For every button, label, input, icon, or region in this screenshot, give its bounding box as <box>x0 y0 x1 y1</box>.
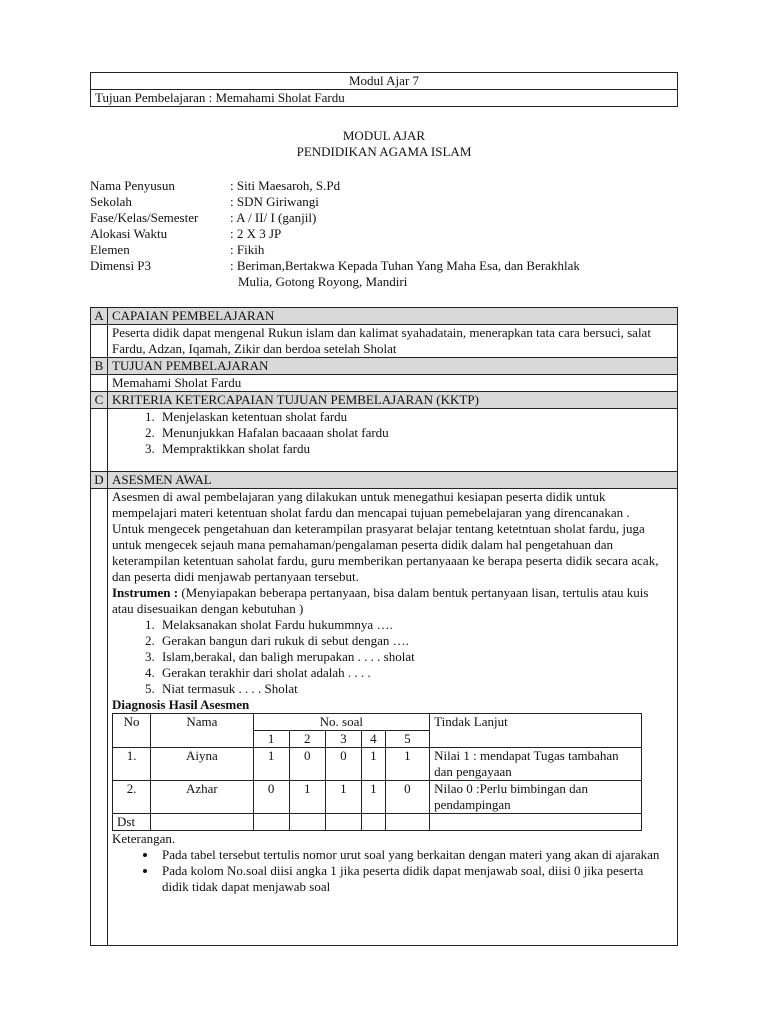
kktp-cell <box>108 409 678 472</box>
section-text: Peserta didik dapat mengenal Rukun islam dan kalimat syahadatain, menerapkan tata cara bersuci, salat Fardu, Adzan, Iqamah, Zikir dan berdoa setelah Sholat <box>108 325 678 358</box>
module-content-table <box>90 307 678 946</box>
table-row <box>113 781 642 814</box>
section-text: Memahami Sholat Fardu <box>108 375 678 392</box>
instrument-text: (Menyiapakan beberapa pertanyaan, bisa dalam bentuk pertanyaan lisan, tertulis atau kuis atau disesuaikan dengan kebutuhan ) <box>112 585 649 616</box>
table-row <box>113 814 642 831</box>
list-item: 1. Melaksanakan sholat Fardu hukummnya …. <box>158 617 673 633</box>
cell-no: 2. <box>113 781 151 814</box>
section-b-header <box>91 358 678 375</box>
section-c-body <box>91 409 678 472</box>
assessment-paragraph: Asesmen di awal pembelajaran yang dilakukan untuk menegathui kesiapan peserta didik untuk mempelajari materi ketentuan sholat fardu dan mencapai tujuan pemebelajaran yang direncanakan . <box>112 489 630 520</box>
cell-score: 0 <box>385 781 429 814</box>
section-title: TUJUAN PEMBELAJARAN <box>108 358 678 375</box>
list-item: 1. Menjelaskan ketentuan sholat fardu <box>158 409 673 425</box>
cell-tindak: Nilao 0 :Perlu bimbingan dan pendampingan <box>430 781 642 814</box>
info-label: Dimensi P3 <box>90 258 152 273</box>
cell-no: 1. <box>113 748 151 781</box>
cell-score: 1 <box>253 748 289 781</box>
learning-objective-header: Tujuan Pembelajaran : Memahami Sholat Fardu <box>91 90 678 107</box>
assessment-paragraph: Untuk mengecek pengetahuan dan keterampilan prasyarat belajar tentang ketetntuan sholat fardu, juga untuk mengecek sejauh mana pemahaman/pengalaman peserta didik dalam hal pengetahuan dan keterampilan ketentuan saholat fardu, guru memberikan pertanyaaan ke berapa peserta didik secara acak, dan peserta didi menjawab pertanyaan tersebut. <box>112 521 659 584</box>
section-letter: D <box>91 472 108 489</box>
list-item: 2. Gerakan bangun dari rukuk di sebut dengan …. <box>158 633 673 649</box>
info-label: Alokasi Waktu <box>90 226 168 241</box>
module-number: Modul Ajar 7 <box>91 73 678 90</box>
soal-number: 3 <box>325 731 361 748</box>
table-header-row <box>113 714 642 731</box>
question-list <box>112 617 673 697</box>
cell-score: 0 <box>253 781 289 814</box>
info-value-line2: Mulia, Gotong Royong, Mandiri <box>238 274 408 289</box>
info-value <box>230 258 670 290</box>
title-line-1: MODUL AJAR <box>342 128 426 143</box>
cell-score: 1 <box>325 781 361 814</box>
info-row <box>90 226 670 242</box>
cell-score: 1 <box>361 748 385 781</box>
list-item: • Pada tabel tersebut tertulis nomor urut soal yang berkaitan dengan materi yang akan di ajarakan <box>158 847 673 863</box>
diagnosis-table <box>112 713 642 831</box>
document-title <box>90 128 678 160</box>
soal-number: 2 <box>289 731 325 748</box>
info-label: Nama Penyusun <box>90 178 175 193</box>
list-item: 4. Gerakan terakhir dari sholat adalah . . . . <box>158 665 673 681</box>
info-row <box>90 210 670 226</box>
info-row <box>90 194 670 210</box>
list-item: 3. Mempraktikkan sholat fardu <box>158 441 673 457</box>
info-label: Fase/Kelas/Semester <box>90 210 199 225</box>
title-line-2: PENDIDIKAN AGAMA ISLAM <box>296 144 472 159</box>
info-row <box>90 178 670 194</box>
soal-number: 1 <box>253 731 289 748</box>
section-title: KRITERIA KETERCAPAIAN TUJUAN PEMBELAJARAN (KKTP) <box>108 392 678 409</box>
info-value: : Siti Maesaroh, S.Pd <box>230 178 341 193</box>
section-letter: A <box>91 308 108 325</box>
info-value: : 2 X 3 JP <box>230 226 282 241</box>
list-item: 5. Niat termasuk . . . . Sholat <box>158 681 673 697</box>
cell-score: 1 <box>385 748 429 781</box>
section-letter: B <box>91 358 108 375</box>
cell-name: Azhar <box>151 781 253 814</box>
soal-number: 5 <box>385 731 429 748</box>
list-item: 2. Menunjukkan Hafalan bacaaan sholat fardu <box>158 425 673 441</box>
list-item: 3. Islam,berakal, dan baligh merupakan . . . . sholat <box>158 649 673 665</box>
cell-score: 1 <box>361 781 385 814</box>
info-label: Elemen <box>90 242 130 257</box>
section-a-header <box>91 308 678 325</box>
cell-tindak: Nilai 1 : mendapat Tugas tambahan dan pengayaan <box>430 748 642 781</box>
section-letter: C <box>91 392 108 409</box>
kktp-list <box>112 409 673 457</box>
module-info <box>90 178 670 290</box>
col-tindak-header: Tindak Lanjut <box>430 714 642 748</box>
soal-number: 4 <box>361 731 385 748</box>
instrument-paragraph <box>112 585 673 617</box>
info-value: : A / II/ I (ganjil) <box>230 210 317 225</box>
diagnosis-title: Diagnosis Hasil Asesmen <box>112 697 250 712</box>
info-label: Sekolah <box>90 194 132 209</box>
section-d-header <box>91 472 678 489</box>
info-value: : Fikih <box>230 242 265 257</box>
col-soal-header: No. soal <box>253 714 430 731</box>
instrument-label: Instrumen : <box>112 585 179 600</box>
section-d-body <box>91 489 678 946</box>
cell-no: Dst <box>113 814 151 831</box>
section-title: ASESMEN AWAL <box>108 472 678 489</box>
section-c-header <box>91 392 678 409</box>
info-row <box>90 258 670 290</box>
cell-name: Aiyna <box>151 748 253 781</box>
list-item: • Pada kolom No.soal diisi angka 1 jika peserta didik dapat menjawab soal, diisi 0 jika peserta didik tidak dapat menjawab soal <box>158 863 673 895</box>
info-value: : SDN Giriwangi <box>230 194 319 209</box>
cell-score: 0 <box>325 748 361 781</box>
assessment-cell <box>108 489 678 946</box>
module-header-table <box>90 72 678 107</box>
cell-score: 1 <box>289 781 325 814</box>
info-row <box>90 242 670 258</box>
notes-label: Keterangan. <box>112 831 176 846</box>
notes-list <box>112 847 673 895</box>
info-value-line1: : Beriman,Bertakwa Kepada Tuhan Yang Maha Esa, dan Berakhlak <box>230 258 580 273</box>
section-b-body <box>91 375 678 392</box>
cell-score: 0 <box>289 748 325 781</box>
section-title: CAPAIAN PEMBELAJARAN <box>108 308 678 325</box>
col-name-header: Nama <box>151 714 253 748</box>
col-no-header: No <box>113 714 151 748</box>
section-a-body <box>91 325 678 358</box>
table-row <box>113 748 642 781</box>
